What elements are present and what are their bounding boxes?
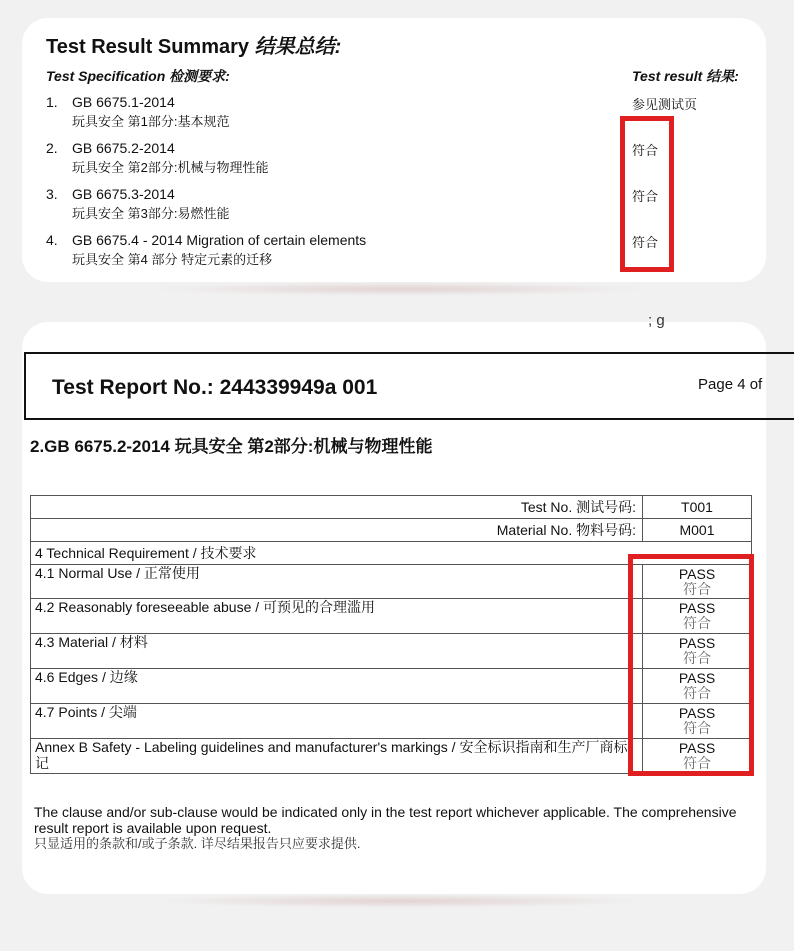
spec-item: 3. GB 6675.3-2014 玩具安全 第3部分:易燃性能 bbox=[46, 186, 230, 221]
report-title: Test Report No.: 244339949a 001 bbox=[52, 376, 378, 399]
spec-result: 符合 bbox=[632, 189, 659, 204]
clause-cell: 4.3 Material / 材料 bbox=[31, 634, 643, 669]
clause-cell: 4.6 Edges / 边缘 bbox=[31, 669, 643, 704]
footnote-en: The clause and/or sub-clause would be indicated only in the test report whichever applicable. The comprehensive result report is available upon request. bbox=[34, 804, 737, 836]
result-cell: PASS 符合 bbox=[643, 669, 752, 704]
clause-cell: 4.7 Points / 尖端 bbox=[31, 704, 643, 739]
test-no-label: Test No. 测试号码: bbox=[31, 496, 643, 519]
card-shadow bbox=[150, 894, 650, 908]
spec-result: 符合 bbox=[632, 143, 659, 158]
result-header: Test result 结果: bbox=[632, 68, 739, 84]
summary-title: Test Result Summary 结果总结: bbox=[46, 36, 342, 58]
result-cell: PASS 符合 bbox=[643, 634, 752, 669]
result-cell: PASS 符合 bbox=[643, 599, 752, 634]
table-row bbox=[31, 519, 752, 542]
section-title: 2.GB 6675.2-2014 玩具安全 第2部分:机械与物理性能 bbox=[30, 437, 433, 456]
result-cell: PASS 符合 bbox=[643, 704, 752, 739]
highlight-box bbox=[628, 554, 754, 776]
clause-cell: 4.1 Normal Use / 正常使用 bbox=[31, 565, 643, 599]
spec-result: 参见测试页 bbox=[632, 97, 698, 112]
tech-requirement-heading: 4 Technical Requirement / 技术要求 bbox=[31, 542, 752, 565]
report-card bbox=[22, 312, 766, 894]
clause-cell: Annex B Safety - Labeling guidelines and manufacturer's markings / 安全标识指南和生产厂商标记 bbox=[31, 739, 643, 774]
spec-result: 符合 bbox=[632, 235, 659, 250]
table-row bbox=[31, 496, 752, 519]
highlight-box bbox=[620, 116, 674, 272]
clause-cell: 4.2 Reasonably foreseeable abuse / 可预见的合理滥用 bbox=[31, 599, 643, 634]
material-no-value: M001 bbox=[643, 519, 752, 542]
spec-header: Test Specification 检测要求: bbox=[46, 68, 230, 84]
result-cell: PASS 符合 bbox=[643, 565, 752, 599]
spec-item: 2. GB 6675.2-2014 玩具安全 第2部分:机械与物理性能 bbox=[46, 140, 269, 175]
report-header-box bbox=[24, 352, 794, 420]
result-cell: PASS 符合 bbox=[643, 739, 752, 774]
clipped-text: ; g bbox=[648, 312, 665, 329]
material-no-label: Material No. 物料号码: bbox=[31, 519, 643, 542]
spec-item: 1. GB 6675.1-2014 玩具安全 第1部分:基本规范 bbox=[46, 94, 230, 129]
test-no-value: T001 bbox=[643, 496, 752, 519]
page-indicator: Page 4 of bbox=[698, 376, 763, 393]
card-shadow bbox=[150, 282, 650, 296]
spec-item: 4. GB 6675.4 - 2014 Migration of certain elements 玩具安全 第4 部分 特定元素的迁移 bbox=[46, 232, 367, 267]
footnote bbox=[34, 804, 754, 852]
footnote-cn: 只显适用的条款和/或子条款. 详尽结果报告只应要求提供. bbox=[34, 836, 361, 851]
summary-card bbox=[22, 18, 766, 282]
